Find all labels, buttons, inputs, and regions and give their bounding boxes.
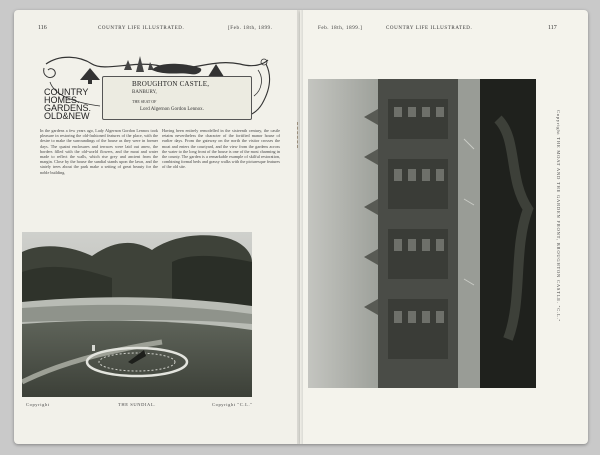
right-running-head: COUNTRY LIFE ILLUSTRATED. xyxy=(386,26,473,31)
house-location: BANBURY, xyxy=(132,90,157,95)
article-paragraph: In the gardens a few years ago, Lady Algernon Gordon Lennox took pleasure in restoring the old-fashioned features of the place, with the desire to make the surroundings of the house as they were in former days. The quaint enclosures and terraces were laid out anew, the borders filled with the old-world flowers, and the moat and water made to reflect the walls, which rise grey and ancient from the margin. Close by the house the sundial stands upon the lawn, and the stately trees about the park make a setting of great beauty for the noble building. xyxy=(40,128,158,175)
binding-stitch xyxy=(297,122,303,148)
left-page-date: [Feb. 18th, 1899. xyxy=(228,26,273,31)
right-page-date: Feb. 18th, 1899.] xyxy=(318,26,363,31)
feature-title-line: OLD&NEW xyxy=(44,111,90,121)
page-gutter xyxy=(297,10,303,444)
moat-photograph xyxy=(308,79,536,388)
seat-label: THE SEAT OF xyxy=(132,99,157,104)
feature-title-line: COUNTRY xyxy=(44,87,89,97)
photo-credit-right: Copyright "C.L." xyxy=(212,402,253,407)
right-page-number: 117 xyxy=(548,25,557,31)
feature-title-line: GARDENS. xyxy=(44,103,92,113)
article-column-1 xyxy=(40,128,158,222)
feature-title-line: HOMES. xyxy=(44,95,80,105)
article-column-2 xyxy=(162,128,280,222)
tree-icon xyxy=(80,68,100,80)
feature-title xyxy=(44,88,102,120)
feature-banner xyxy=(40,50,272,122)
sundial-caption: THE SUNDIAL. xyxy=(118,402,156,407)
house-owner: Lord Algernon Gordon Lennox. xyxy=(140,107,204,112)
article-paragraph: Having been entirely remodelled in the sixteenth century, the castle retains nevertheless the character of the fortified manor house of earlier days. From the gateway on the north the visitor crosses the moat and enters the courtyard, and the view from the gardens across the water to the long front of the house is one of the most charming in the county. The garden is a remarkable example of skilful restoration, combining formal beds and grassy walks with the picturesque features of the old site. xyxy=(162,128,280,170)
moat-caption: Copyright THE MOAT AND THE GARDEN FRONT, BROUGHTON CASTLE. "C.L." xyxy=(556,110,561,323)
left-page-number: 116 xyxy=(38,25,47,31)
left-running-head: COUNTRY LIFE ILLUSTRATED. xyxy=(98,26,185,31)
photo-credit-left: Copyright xyxy=(26,402,50,407)
house-name: BROUGHTON CASTLE, xyxy=(132,80,210,88)
castle-towers-icon xyxy=(124,56,154,72)
sundial-photograph xyxy=(22,232,252,397)
